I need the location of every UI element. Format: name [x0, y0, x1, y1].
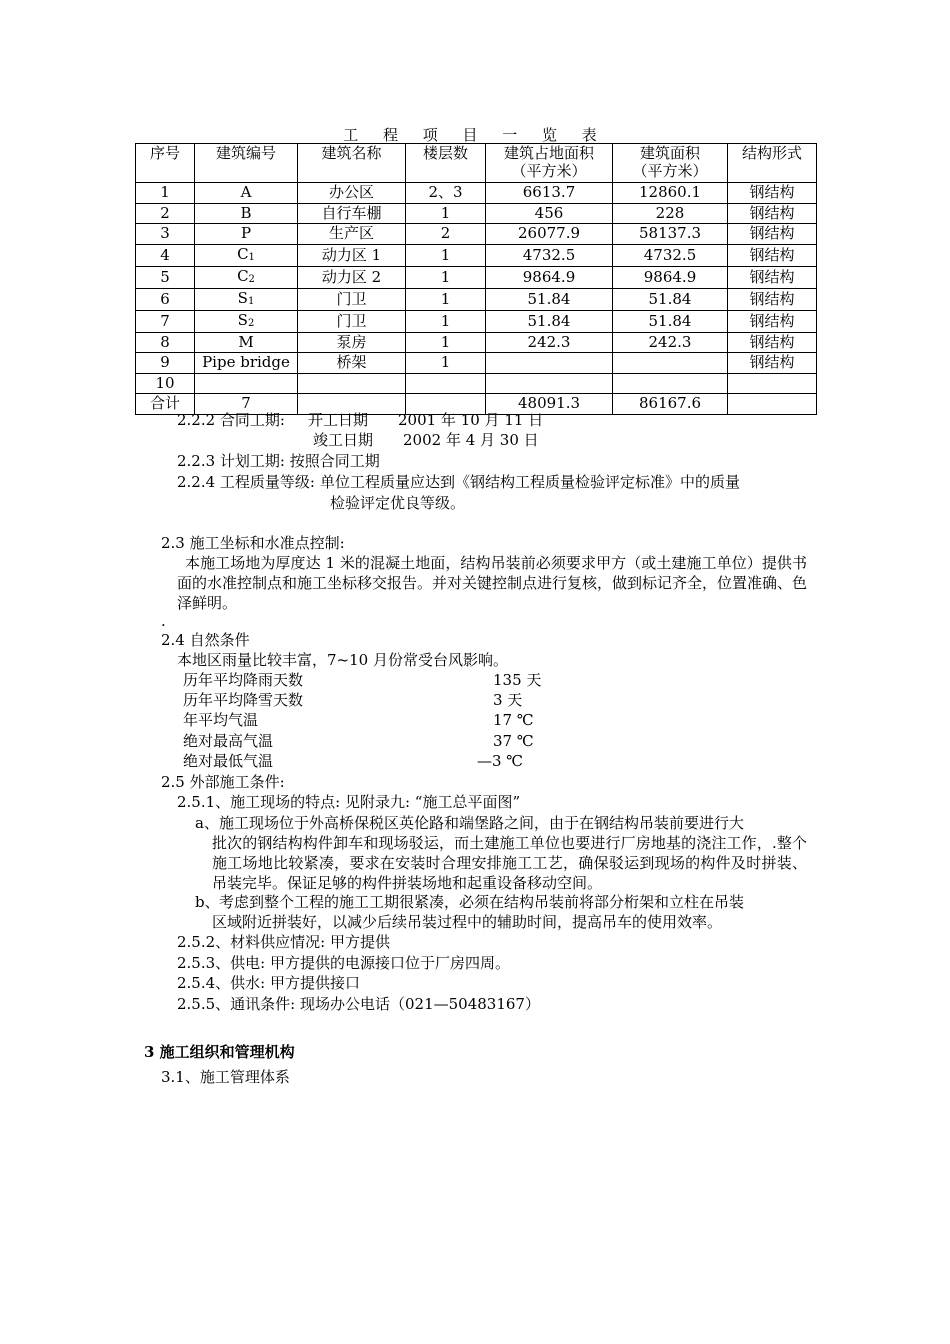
table-row	[136, 203, 817, 224]
end-date: 2002 年 4 月 30 日	[403, 431, 539, 449]
building-code-subscript: 1	[247, 295, 255, 307]
cell-floors: 1	[406, 353, 486, 374]
cell-structure: 钢结构	[728, 183, 817, 204]
cell-code	[195, 244, 298, 266]
total-footprint: 48091.3	[486, 394, 613, 415]
total-area: 86167.6	[613, 394, 728, 415]
cell-area: 12860.1	[613, 183, 728, 204]
climate-label-rain: 历年平均降雨天数	[183, 671, 304, 689]
cell-area	[613, 373, 728, 394]
s251: 2.5.1、施工现场的特点: 见附录九: “施工总平面图”	[177, 793, 521, 811]
header-area-label: 建筑面积	[639, 144, 700, 162]
cell-structure: 钢结构	[728, 266, 817, 288]
cell-area: 51.84	[613, 310, 728, 332]
table-row	[136, 224, 817, 245]
cell-footprint	[486, 373, 613, 394]
cell-code	[195, 288, 298, 310]
total-code: 7	[195, 394, 298, 415]
header-name: 建筑名称	[298, 144, 406, 183]
s24-intro: 本地区雨量比较丰富，7~10 月份常受台风影响。	[177, 651, 508, 669]
s252: 2.5.2、材料供应情况: 甲方提供	[177, 933, 390, 951]
item-a-prefix: a、	[195, 814, 219, 832]
start-date: 2001 年 10 月 11 日	[398, 411, 544, 429]
table-row	[136, 332, 817, 353]
cell-footprint: 456	[486, 203, 613, 224]
cell-footprint: 242.3	[486, 332, 613, 353]
cell-floors: 1	[406, 203, 486, 224]
cell-name	[298, 373, 406, 394]
header-floors: 楼层数	[406, 144, 486, 183]
cell-code	[195, 373, 298, 394]
cell-area	[613, 353, 728, 374]
cell-code	[195, 224, 298, 245]
cell-structure	[728, 373, 817, 394]
cell-floors: 1	[406, 244, 486, 266]
item-a-rest: 批次的钢结构构件卸车和现场驳运，而土建施工单位也要进行厂房地基的浇注工作，.整个施工场地比较紧凑，要求在安装时合理安排施工工艺，确保驳运到现场的构件及时拼装、吊装完毕。保证足够的构件拼装场地和起重设备移动空间。	[212, 834, 807, 892]
cell-name: 动力区 1	[298, 244, 406, 266]
total-structure	[728, 394, 817, 415]
cell-no: 8	[136, 332, 195, 353]
cell-no: 9	[136, 353, 195, 374]
cell-area: 242.3	[613, 332, 728, 353]
climate-value-snow: 3 天	[493, 691, 523, 709]
cell-floors: 1	[406, 266, 486, 288]
header-area-unit: （平方米）	[632, 162, 708, 180]
cell-name: 动力区 2	[298, 266, 406, 288]
header-footprint-label: 建筑占地面积	[503, 144, 594, 162]
climate-value-avg-temp: 17 ℃	[493, 711, 534, 729]
header-structure: 结构形式	[728, 144, 817, 183]
building-code: C	[237, 244, 249, 263]
cell-structure: 钢结构	[728, 332, 817, 353]
project-table	[135, 143, 817, 415]
building-code-subscript: 2	[247, 317, 255, 329]
climate-value-max-temp: 37 ℃	[493, 732, 534, 750]
item-b-prefix: b、	[195, 893, 220, 911]
cell-no: 5	[136, 266, 195, 288]
cell-floors: 1	[406, 288, 486, 310]
cell-code	[195, 266, 298, 288]
s253: 2.5.3、供电: 甲方提供的电源接口位于厂房四周。	[177, 954, 510, 972]
table-row	[136, 183, 817, 204]
building-code: A	[240, 183, 252, 202]
section-3-heading: 3 施工组织和管理机构	[144, 1043, 295, 1061]
header-no: 序号	[136, 144, 195, 183]
climate-label-snow: 历年平均降雪天数	[183, 691, 304, 709]
cell-structure: 钢结构	[728, 288, 817, 310]
climate-label-avg-temp: 年平均气温	[183, 711, 259, 729]
cell-floors: 2、3	[406, 183, 486, 204]
item-a-line1: 施工现场位于外高桥保税区英伦路和端堡路之间，由于在钢结构吊装前要进行大	[219, 814, 745, 832]
cell-area: 228	[613, 203, 728, 224]
cell-no: 3	[136, 224, 195, 245]
cell-code	[195, 332, 298, 353]
building-code-subscript: 1	[248, 251, 255, 263]
cell-name: 门卫	[298, 288, 406, 310]
cell-area: 51.84	[613, 288, 728, 310]
cell-no: 2	[136, 203, 195, 224]
s25-heading: 2.5 外部施工条件:	[161, 773, 285, 791]
item-b-rest: 区域附近拼装好，以减少后续吊装过程中的辅助时间，提高吊车的使用效率。	[212, 913, 723, 931]
cell-footprint: 9864.9	[486, 266, 613, 288]
cell-name: 泵房	[298, 332, 406, 353]
building-code: C	[237, 266, 249, 285]
table-row	[136, 373, 817, 394]
cell-no: 7	[136, 310, 195, 332]
cell-code	[195, 310, 298, 332]
cell-code	[195, 353, 298, 374]
s254: 2.5.4、供水: 甲方提供接口	[177, 974, 360, 992]
table-row	[136, 266, 817, 288]
cell-name: 桥架	[298, 353, 406, 374]
table-title: 工 程 项 目 一 览 表	[343, 126, 607, 144]
cell-no: 4	[136, 244, 195, 266]
s224-line1: 单位工程质量应达到《钢结构工程质量检验评定标准》中的质量	[320, 473, 741, 491]
header-footprint-unit: （平方米）	[511, 162, 587, 180]
cell-footprint: 26077.9	[486, 224, 613, 245]
cell-code	[195, 183, 298, 204]
dot-marker: .	[161, 612, 166, 630]
cell-structure: 钢结构	[728, 244, 817, 266]
s224-line2: 检验评定优良等级。	[330, 494, 466, 512]
cell-structure: 钢结构	[728, 224, 817, 245]
cell-name: 门卫	[298, 310, 406, 332]
cell-name: 办公区	[298, 183, 406, 204]
cell-footprint: 6613.7	[486, 183, 613, 204]
cell-footprint: 51.84	[486, 310, 613, 332]
table-row	[136, 288, 817, 310]
cell-name: 自行车棚	[298, 203, 406, 224]
s31: 3.1、施工管理体系	[161, 1068, 290, 1086]
building-code-subscript: 2	[248, 273, 255, 285]
s24-heading: 2.4 自然条件	[161, 631, 250, 649]
climate-value-rain: 135 天	[493, 671, 542, 689]
building-code: P	[240, 224, 252, 243]
cell-no: 10	[136, 373, 195, 394]
cell-area: 9864.9	[613, 266, 728, 288]
table-header-row	[136, 144, 817, 183]
cell-floors: 1	[406, 310, 486, 332]
cell-footprint: 51.84	[486, 288, 613, 310]
building-code: S	[237, 288, 248, 307]
climate-label-max-temp: 绝对最高气温	[183, 732, 274, 750]
s23-body: 本施工场地为厚度达 1 米的混凝土地面，结构吊装前必须要求甲方（或土建施工单位）提供书面的水准控制点和施工坐标移交报告。并对关键控制点进行复核，做到标记齐全，位置准确、色泽鲜明。	[177, 554, 808, 612]
building-code: B	[240, 203, 252, 222]
table-row	[136, 353, 817, 374]
building-code: Pipe bridge	[202, 353, 290, 372]
cell-floors	[406, 373, 486, 394]
cell-name: 生产区	[298, 224, 406, 245]
total-label: 合计	[136, 394, 195, 415]
cell-structure: 钢结构	[728, 203, 817, 224]
cell-no: 1	[136, 183, 195, 204]
cell-floors: 1	[406, 332, 486, 353]
climate-label-min-temp: 绝对最低气温	[183, 752, 274, 770]
building-code: M	[238, 332, 254, 351]
s23-heading: 2.3 施工坐标和水准点控制:	[161, 534, 345, 552]
cell-area: 58137.3	[613, 224, 728, 245]
cell-code	[195, 203, 298, 224]
table-row	[136, 244, 817, 266]
cell-area: 4732.5	[613, 244, 728, 266]
table-row	[136, 310, 817, 332]
climate-value-min-temp: —3 ℃	[477, 752, 524, 770]
cell-no: 6	[136, 288, 195, 310]
cell-floors: 2	[406, 224, 486, 245]
s224-label: 2.2.4 工程质量等级:	[177, 473, 315, 491]
item-b-line1: 考虑到整个工程的施工工期很紧凑，必须在结构吊装前将部分桁架和立柱在吊装	[219, 893, 745, 911]
start-label: 开工日期	[308, 411, 369, 429]
header-code: 建筑编号	[195, 144, 298, 183]
building-code: S	[237, 310, 248, 329]
s222-label: 2.2.2 合同工期:	[177, 411, 285, 429]
cell-footprint: 4732.5	[486, 244, 613, 266]
cell-structure: 钢结构	[728, 353, 817, 374]
s255: 2.5.5、通讯条件: 现场办公电话（021—50483167）	[177, 995, 540, 1013]
s223: 2.2.3 计划工期: 按照合同工期	[177, 452, 380, 470]
end-label: 竣工日期	[313, 431, 374, 449]
cell-structure: 钢结构	[728, 310, 817, 332]
cell-footprint	[486, 353, 613, 374]
header-area	[613, 144, 728, 183]
header-footprint	[486, 144, 613, 183]
